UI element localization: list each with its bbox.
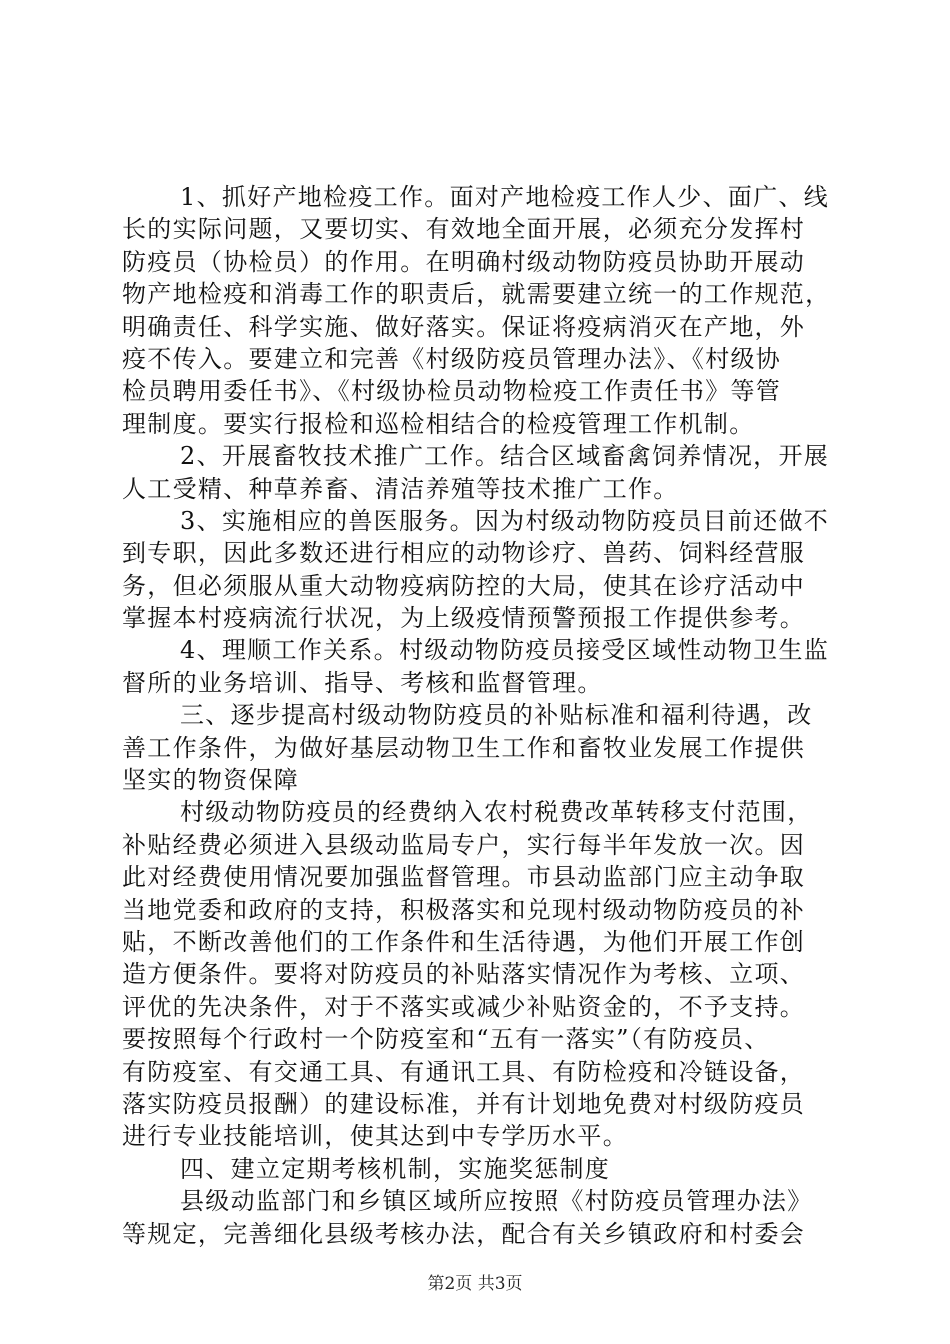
text-line: 明确责任、科学实施、做好落实。保证将疫病消灭在产地，外 bbox=[122, 312, 806, 341]
text-line: 有防疫室、有交通工具、有通讯工具、有防检疫和冷链设备， bbox=[122, 1057, 806, 1086]
text-line: 村级动物防疫员的经费纳入农村税费改革转移支付范围， bbox=[180, 798, 813, 827]
text-line: 坚实的物资保障 bbox=[122, 766, 300, 795]
text-line: 当地党委和政府的支持，积极落实和兑现村级动物防疫员的补 bbox=[122, 895, 806, 924]
text-line: 长的实际问题，又要切实、有效地全面开展，必须充分发挥村 bbox=[122, 215, 806, 244]
text-line: 四、建立定期考核机制，实施奖惩制度 bbox=[180, 1154, 611, 1183]
text-line: 掌握本村疫病流行状况，为上级疫情预警预报工作提供参考。 bbox=[122, 604, 806, 633]
text-line: 造方便条件。要将对防疫员的补贴落实情况作为考核、立项、 bbox=[122, 960, 806, 989]
text-line: 防疫员（协检员）的作用。在明确村级动物防疫员协助开展动 bbox=[122, 247, 806, 276]
page-number-footer: 第2页 共3页 bbox=[427, 1274, 523, 1294]
text-line: 3、实施相应的兽医服务。因为村级动物防疫员目前还做不 bbox=[180, 506, 830, 535]
text-line: 等规定，完善细化县级考核办法，配合有关乡镇政府和村委会 bbox=[122, 1219, 806, 1248]
text-line: 人工受精、种草养畜、清洁养殖等技术推广工作。 bbox=[122, 474, 679, 503]
text-line: 督所的业务培训、指导、考核和监督管理。 bbox=[122, 668, 603, 697]
text-line: 2、开展畜牧技术推广工作。结合区域畜禽饲养情况，开展 bbox=[180, 442, 830, 471]
text-line: 4、理顺工作关系。村级动物防疫员接受区域性动物卫生监 bbox=[180, 636, 830, 665]
text-line: 务，但必须服从重大动物疫病防控的大局，使其在诊疗活动中 bbox=[122, 571, 806, 600]
text-line: 物产地检疫和消毒工作的职责后，就需要建立统一的工作规范， bbox=[122, 280, 831, 309]
text-line: 此对经费使用情况要加强监督管理。市县动监部门应主动争取 bbox=[122, 863, 806, 892]
text-line: 贴，不断改善他们的工作条件和生活待遇，为他们开展工作创 bbox=[122, 927, 806, 956]
text-line: 三、逐步提高村级动物防疫员的补贴标准和福利待遇，改 bbox=[180, 701, 813, 730]
text-line: 进行专业技能培训，使其达到中专学历水平。 bbox=[122, 1122, 628, 1151]
text-line: 疫不传入。要建立和完善《村级防疫员管理办法》、《村级协 bbox=[122, 344, 782, 373]
text-line: 善工作条件，为做好基层动物卫生工作和畜牧业发展工作提供 bbox=[122, 733, 806, 762]
text-line: 1、抓好产地检疫工作。面对产地检疫工作人少、面广、线 bbox=[180, 183, 830, 211]
text-line: 县级动监部门和乡镇区域所应按照《村防疫员管理办法》 bbox=[180, 1187, 813, 1216]
text-line: 理制度。要实行报检和巡检相结合的检疫管理工作机制。 bbox=[122, 409, 755, 438]
text-line: 补贴经费必须进入县级动监局专户，实行每半年发放一次。因 bbox=[122, 830, 806, 859]
text-line: 要按照每个行政村一个防疫室和“五有一落实”（有防疫员、 bbox=[122, 1025, 770, 1054]
text-line: 评优的先决条件，对于不落实或减少补贴资金的，不予支持。 bbox=[122, 992, 806, 1021]
text-line: 落实防疫员报酬）的建设标准，并有计划地免费对村级防疫员 bbox=[122, 1089, 806, 1118]
document-body bbox=[122, 181, 832, 1250]
text-line: 检员聘用委任书》、《村级协检员动物检疫工作责任书》等管 bbox=[122, 377, 782, 406]
text-line: 到专职，因此多数还进行相应的动物诊疗、兽药、饲料经营服 bbox=[122, 539, 806, 568]
